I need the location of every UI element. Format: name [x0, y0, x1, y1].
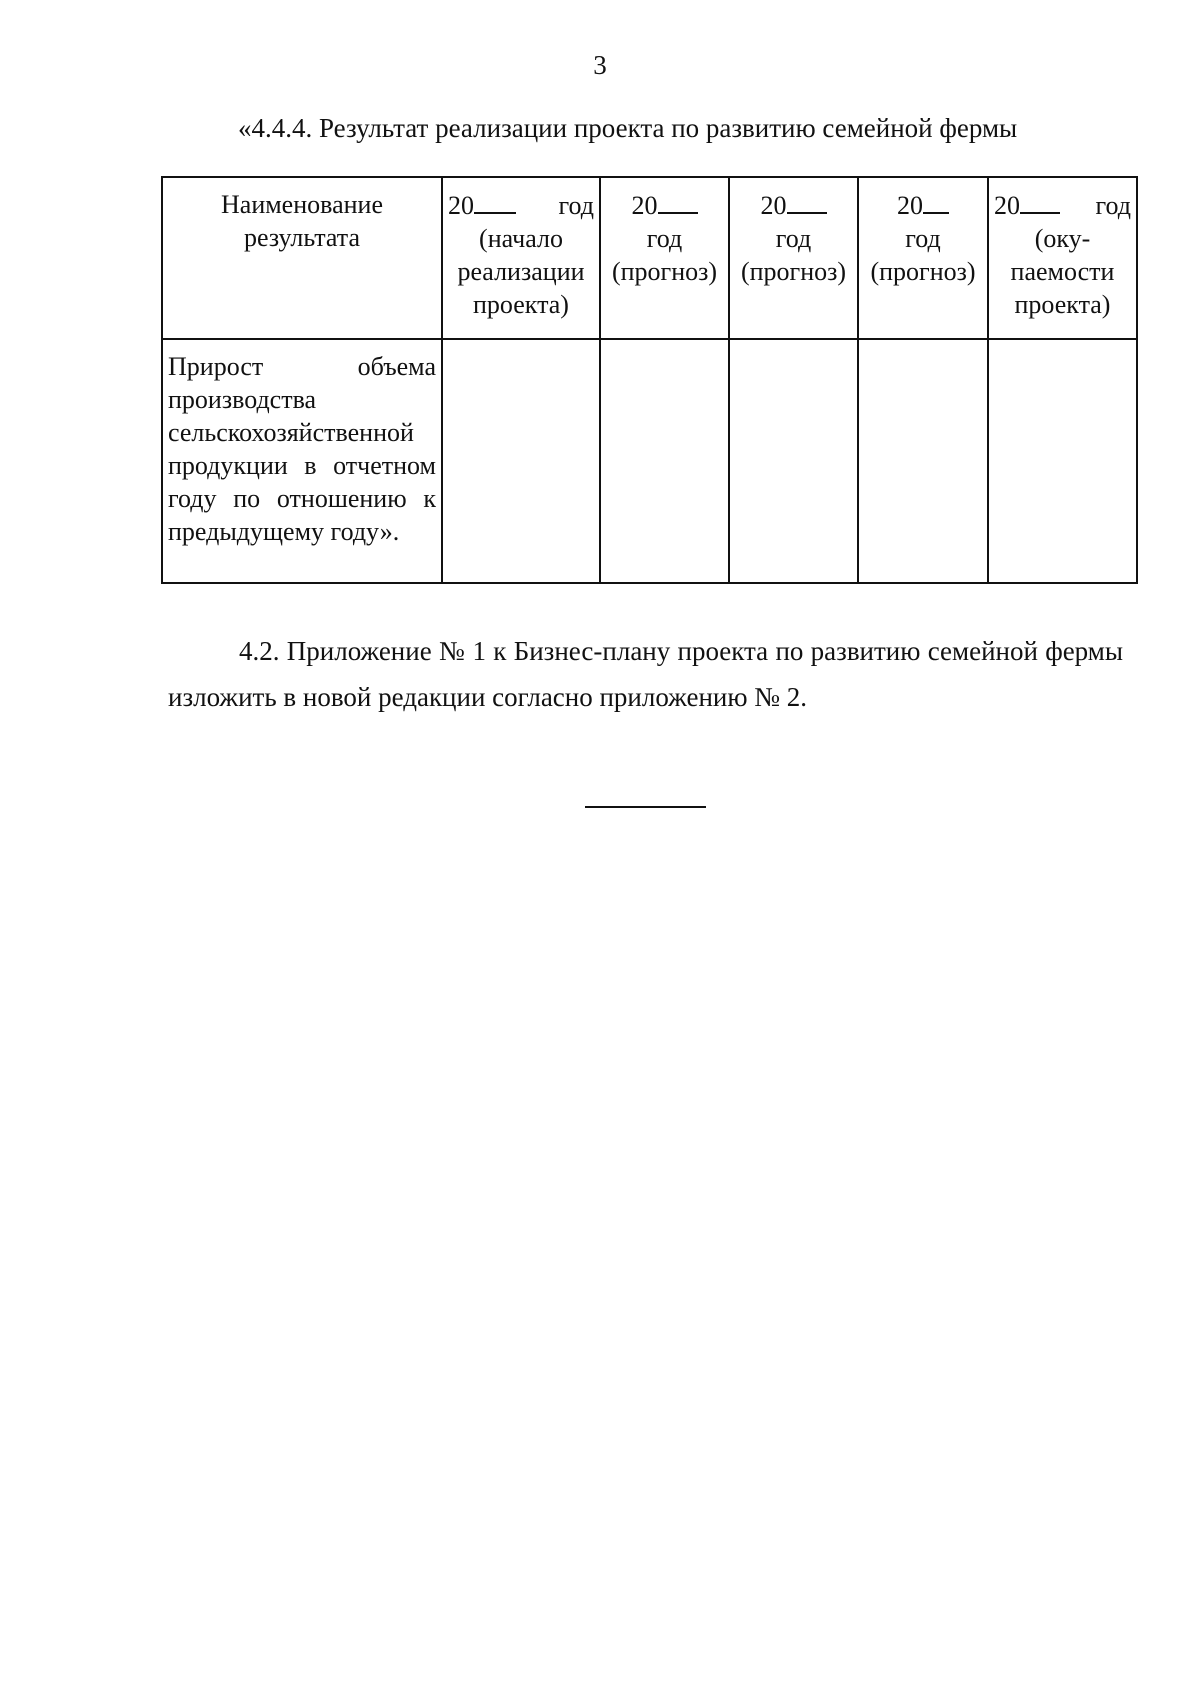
header-line: паемости: [1010, 257, 1115, 286]
value-cell: [600, 339, 729, 583]
year-prefix: 20: [897, 191, 923, 220]
header-year-start: [442, 177, 600, 339]
header-line: реализации: [457, 257, 585, 286]
year-blank: [1020, 188, 1060, 214]
value-cell: [442, 339, 600, 583]
header-result-name: [162, 177, 442, 339]
year-blank: [474, 188, 516, 214]
header-line: результата: [243, 223, 361, 252]
year-suffix: год: [558, 191, 594, 220]
year-blank: [658, 188, 698, 214]
header-line: (оку-: [1034, 224, 1091, 253]
header-line: год: [646, 224, 683, 253]
year-prefix: 20: [631, 191, 658, 220]
header-line: проекта): [1014, 290, 1111, 319]
year-prefix: 20: [994, 191, 1020, 220]
section-title: «4.4.4. Результат реализации проекта по развитию семейной фермы: [238, 113, 1018, 143]
result-table: [161, 176, 1138, 584]
result-name-cell: Прирост объема производства сельскохозяйственной продукции в отчетном году по отношению к предыдущему году».: [162, 339, 442, 583]
year-line: [606, 188, 723, 222]
header-year-forecast-1: [600, 177, 729, 339]
closing-divider: [585, 806, 706, 808]
year-line: [735, 188, 852, 222]
page-number: 3: [593, 50, 607, 80]
value-cell: [858, 339, 988, 583]
value-cell: [988, 339, 1137, 583]
header-line: (прогноз): [870, 257, 976, 286]
year-line: [448, 188, 594, 222]
year-suffix: год: [1095, 191, 1131, 220]
header-line: год: [905, 224, 941, 253]
header-line: (начало: [479, 224, 563, 253]
year-line: [994, 188, 1131, 222]
table-header-row: [162, 177, 1137, 339]
header-line: Наименование: [221, 190, 383, 219]
amendment-paragraph: 4.2. Приложение № 1 к Бизнес-плану проекта по развитию семейной фермы изложить в новой редакции согласно приложению № 2.: [168, 636, 1123, 712]
table-row: [162, 339, 1137, 583]
value-cell: [729, 339, 858, 583]
year-prefix: 20: [448, 191, 474, 220]
header-year-forecast-2: [729, 177, 858, 339]
header-line: (прогноз): [740, 257, 847, 286]
header-line: (прогноз): [611, 257, 718, 286]
header-year-payback: [988, 177, 1137, 339]
year-blank: [787, 188, 827, 214]
header-year-forecast-3: [858, 177, 988, 339]
header-line: год: [775, 224, 812, 253]
year-prefix: 20: [760, 191, 787, 220]
header-line: проекта): [473, 290, 569, 319]
year-blank: [923, 188, 949, 214]
year-line: [864, 188, 982, 222]
